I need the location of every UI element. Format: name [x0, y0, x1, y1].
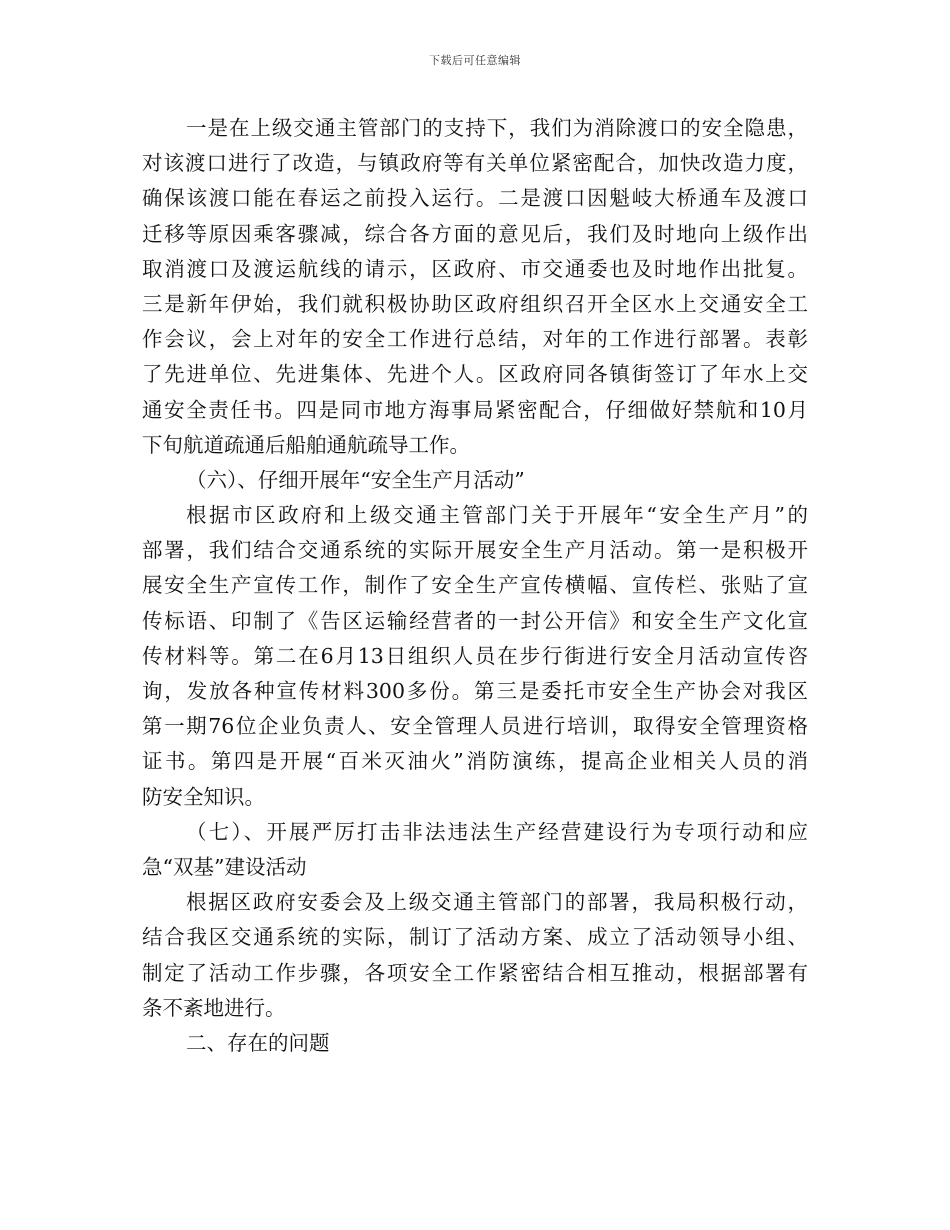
paragraph-line: 防安全知识。 — [142, 784, 265, 809]
paragraph-line: 根据市区政府和上级交通主管部门关于开展年“安全生产月”的 — [186, 503, 808, 528]
paragraph-line: 迁移等原因乘客骤减，综合各方面的意见后，我们及时地向上级作出 — [142, 221, 808, 246]
paragraph-line: 第一期76位企业负责人、安全管理人员进行培训，取得安全管理资格 — [142, 714, 808, 739]
paragraph-line: 下旬航道疏通后船舶通航疏导工作。 — [142, 432, 470, 457]
paragraph-line: 结合我区交通系统的实际，制订了活动方案、成立了活动领导小组、 — [142, 925, 808, 950]
paragraph-line: 制定了活动工作步骤，各项安全工作紧密结合相互推动，根据部署有 — [142, 960, 808, 985]
section-heading-continued: 急“双基”建设活动 — [142, 854, 307, 879]
paragraph-line: 确保该渡口能在春运之前投入运行。二是渡口因魁岐大桥通车及渡口 — [142, 186, 808, 211]
section-heading: 二、存在的问题 — [186, 1030, 330, 1055]
paragraph-line: 传材料等。第二在6月13日组织人员在步行街进行安全月活动宣传咨 — [142, 643, 808, 668]
paragraph-line: 证书。第四是开展“百米灭油火”消防演练，提高企业相关人员的消 — [142, 749, 808, 774]
paragraph-line: 展安全生产宣传工作，制作了安全生产宣传横幅、宣传栏、张贴了宣 — [142, 573, 808, 598]
paragraph-line: 条不紊地进行。 — [142, 995, 286, 1020]
paragraph-line: 取消渡口及渡运航线的请示，区政府、市交通委也及时地作出批复。 — [142, 256, 808, 281]
paragraph-line: 一是在上级交通主管部门的支持下，我们为消除渡口的安全隐患， — [186, 116, 808, 140]
section-heading: （七）、开展严厉打击非法违法生产经营建设行为专项行动和应 — [186, 819, 808, 844]
paragraph-line: 三是新年伊始，我们就积极协助区政府组织召开全区水上交通安全工 — [142, 291, 808, 316]
paragraph-line: 部署，我们结合交通系统的实际开展安全生产月活动。第一是积极开 — [142, 538, 808, 563]
paragraph-line: 根据区政府安委会及上级交通主管部门的部署，我局积极行动， — [186, 890, 808, 915]
section-heading: （六）、仔细开展年“安全生产月活动” — [186, 467, 525, 492]
paragraph-line: 作会议，会上对年的安全工作进行总结，对年的工作进行部署。表彰 — [142, 327, 808, 352]
paragraph-line: 了先进单位、先进集体、先进个人。区政府同各镇街签订了年水上交 — [142, 362, 808, 387]
paragraph-line: 通安全责任书。四是同市地方海事局紧密配合，仔细做好禁航和10月 — [142, 397, 808, 422]
paragraph-line: 询，发放各种宣传材料300多份。第三是委托市安全生产协会对我区 — [142, 679, 808, 703]
document-body — [142, 111, 808, 1061]
paragraph-line: 传标语、印制了《告区运输经营者的一封公开信》和安全生产文化宣 — [142, 608, 808, 633]
page-header: 下载后可任意编辑 — [429, 54, 521, 67]
paragraph-line: 对该渡口进行了改造，与镇政府等有关单位紧密配合，加快改造力度， — [142, 151, 808, 176]
